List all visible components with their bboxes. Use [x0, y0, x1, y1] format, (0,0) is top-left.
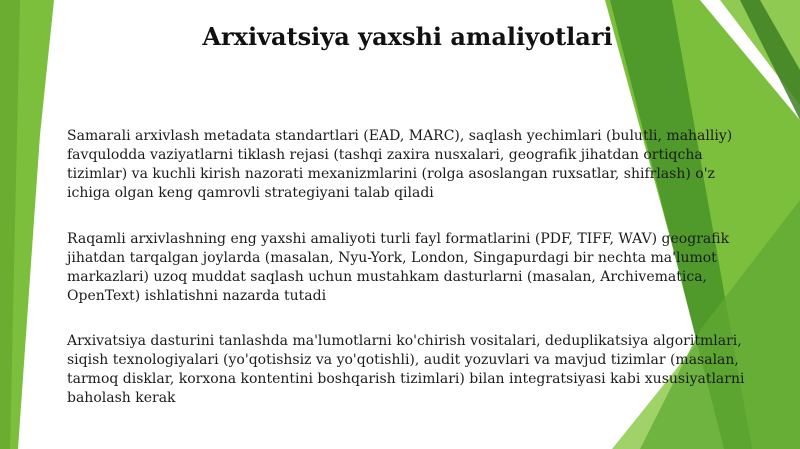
text-line: Arxivatsiya dasturini tanlashda ma'lumotlarni ko'chirish vositalari, deduplikatsiya algoritmlari, [67, 333, 742, 349]
paragraph-archiving-strategy [67, 127, 767, 203]
text-line: tarmoq disklar, korxona kontentini boshqarish tizimlari) bilan integratsiyasi kabi xususiyatlarni [67, 371, 745, 387]
text-line: tizimlar) va kuchli kirish nazorati mexanizmlarini (rolga asoslangan ruxsatlar, shifrlash) o'z [67, 166, 715, 182]
slide-title: Arxivatsiya yaxshi amaliyotlari [202, 22, 613, 51]
text-line: ichiga olgan keng qamrovli strategiyani talab qiladi [67, 185, 434, 201]
text-line: OpenText) ishlatishni nazarda tutadi [67, 288, 327, 304]
paragraph-software-selection [67, 332, 767, 408]
text-line: favqulodda vaziyatlarni tiklash rejasi (tashqi zaxira nusxalari, geografik jihatdan ortiqcha [67, 147, 703, 163]
text-line: siqish texnologiyalari (yo'qotishsiz va yo'qotishli), audit yozuvlari va mavjud tizimlar (masalan, [67, 352, 739, 368]
text-line: Raqamli arxivlashning eng yaxshi amaliyoti turli fayl formatlarini (PDF, TIFF, WAV) geografik [67, 231, 730, 247]
text-line: Samarali arxivlash metadata standartlari (EAD, MARC), saqlash yechimlari (bulutli, mahalliy) [67, 128, 733, 144]
paragraph-digital-archiving [67, 230, 767, 306]
text-line: jihatdan tarqalgan joylarda (masalan, Nyu-York, London, Singapurdagi bir nechta ma'lumot [67, 250, 717, 266]
text-line: baholash kerak [67, 390, 176, 406]
text-line: markazlari) uzoq muddat saqlash uchun mustahkam dasturlarni (masalan, Archivematica, [67, 269, 707, 285]
